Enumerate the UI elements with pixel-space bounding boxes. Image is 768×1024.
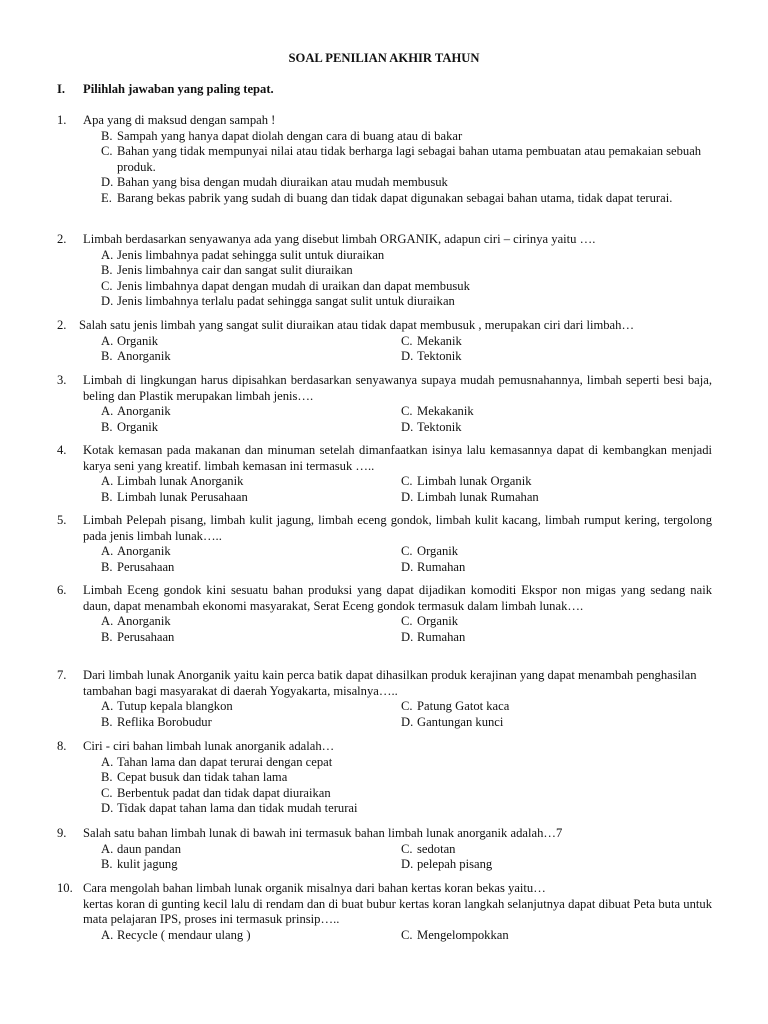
option: [101, 420, 401, 436]
option: [101, 474, 401, 490]
question-stem: Limbah di lingkungan harus dipisahkan berdasarkan senyawanya supaya mudah pemusnahannya, limbah seperti besi baja, beling dan Plastik merupakan limbah jenis….: [83, 373, 712, 403]
option-text: Bahan yang bisa dengan mudah diuraikan atau mudah membusuk: [117, 175, 448, 190]
option-letter: C.: [101, 278, 113, 293]
option-text: Tahan lama dan dapat terurai dengan cepat: [117, 754, 333, 769]
option-letter: C.: [401, 404, 413, 419]
option: [101, 614, 401, 630]
option-letter: A.: [101, 333, 114, 348]
option-text: Jenis limbahnya dapat dengan mudah di uraikan dan dapat membusuk: [117, 278, 470, 293]
option-letter: D.: [101, 801, 114, 816]
option-letter: D.: [401, 629, 414, 644]
option: [101, 334, 401, 350]
option-text: Gantungan kunci: [417, 714, 504, 729]
option-letter: C.: [401, 474, 413, 489]
page-title: SOAL PENILIAN AKHIR TAHUN: [288, 51, 480, 65]
question-stem: Dari limbah lunak Anorganik yaitu kain perca batik dapat dihasilkan produk kerajinan yang dapat menambah penghasilan tambahan bagi masyarakat di daerah Yogyakarta, misalnya…..: [83, 668, 697, 698]
option: [401, 928, 681, 944]
question-3: [57, 373, 712, 435]
option-text: Jenis limbahnya cair dan sangat sulit diuraikan: [117, 263, 353, 278]
option: [401, 334, 681, 350]
question-number: 10.: [57, 881, 73, 895]
question-10: [57, 881, 712, 943]
question-stem: Cara mengolah bahan limbah lunak organik misalnya dari bahan kertas koran bekas yaitu…: [83, 881, 546, 895]
option-letter: B.: [101, 714, 113, 729]
option-letter: B.: [101, 349, 113, 364]
option-letter: B.: [101, 489, 113, 504]
option-text: Anorganik: [117, 614, 171, 629]
option-letter: C.: [101, 785, 113, 800]
option-letter: A.: [101, 614, 114, 629]
option: [101, 191, 712, 207]
option: [401, 404, 681, 420]
question-5: [57, 513, 712, 575]
option: [101, 490, 401, 506]
section-heading: [57, 82, 274, 98]
option-letter: A.: [101, 404, 114, 419]
option: [101, 263, 712, 279]
option-letter: E.: [101, 190, 112, 205]
question-number: 2.: [57, 232, 67, 246]
option-text: sedotan: [417, 841, 456, 856]
option-text: Berbentuk padat dan tidak dapat diuraikan: [117, 785, 331, 800]
option: [401, 857, 681, 873]
question-4: [57, 443, 712, 505]
option-text: pelepah pisang: [417, 857, 493, 872]
option-letter: D.: [101, 175, 114, 190]
option: [101, 404, 401, 420]
question-number: 8.: [57, 739, 67, 753]
option-letter: D.: [401, 489, 414, 504]
option-text: Reflika Borobudur: [117, 714, 212, 729]
question-stem: Limbah Eceng gondok kini sesuatu bahan produksi yang dapat dijadikan komoditi Ekspor non migas yang sedang naik daun, dapat menambah ekonomi masyarakat, Serat Eceng gondok termasuk dalam limbah lunak….: [83, 583, 712, 613]
option-text: Anorganik: [117, 544, 171, 559]
option-list: [101, 755, 712, 817]
option: [101, 248, 712, 264]
option-letter: B.: [101, 419, 113, 434]
option: [401, 349, 681, 365]
option-letter: A.: [101, 841, 114, 856]
option-text: Perusahaan: [117, 559, 175, 574]
option-letter: C.: [401, 699, 413, 714]
option-letter: D.: [401, 349, 414, 364]
question-number: 3.: [57, 373, 67, 387]
option: [101, 279, 712, 295]
option: [401, 699, 681, 715]
option-text: Cepat busuk dan tidak tahan lama: [117, 770, 288, 785]
option-grid: [101, 544, 712, 575]
option-text: Mengelompokkan: [417, 927, 509, 942]
option-text: Limbah lunak Organik: [417, 474, 532, 489]
option-text: daun pandan: [117, 841, 181, 856]
option-text: Organik: [117, 333, 159, 348]
option-letter: A.: [101, 927, 114, 942]
option-letter: D.: [401, 559, 414, 574]
option-text: Mekakanik: [417, 404, 474, 419]
option: [401, 474, 681, 490]
option-text: Limbah lunak Perusahaan: [117, 489, 248, 504]
option-letter: A.: [101, 544, 114, 559]
option-text: Rumahan: [417, 629, 466, 644]
option-letter: B.: [101, 263, 113, 278]
section-number: I.: [57, 82, 66, 96]
option: [101, 755, 712, 771]
question-number: 4.: [57, 443, 67, 457]
option-letter: A.: [101, 247, 114, 262]
question-number: 7.: [57, 668, 67, 682]
option: [101, 544, 401, 560]
option-text: Barang bekas pabrik yang sudah di buang dan tidak dapat digunakan sebagai bahan utama, tidak dapat terurai.: [117, 190, 673, 205]
option: [101, 715, 401, 731]
question-stem: Ciri - ciri bahan limbah lunak anorganik adalah…: [83, 739, 335, 753]
option-grid: [101, 928, 712, 944]
option: [101, 842, 401, 858]
question-number: 5.: [57, 513, 67, 527]
option-letter: C.: [401, 544, 413, 559]
option-letter: B.: [101, 629, 113, 644]
option-letter: D.: [401, 714, 414, 729]
option-text: kulit jagung: [117, 857, 178, 872]
option-letter: B.: [101, 857, 113, 872]
option: [401, 715, 681, 731]
option: [101, 144, 712, 175]
option-grid: [101, 842, 712, 873]
question-number: 9.: [57, 826, 67, 840]
question-stem: Salah satu jenis limbah yang sangat sulit diuraikan atau tidak dapat membusuk , merupakan ciri dari limbah…: [79, 318, 635, 332]
option: [401, 560, 681, 576]
option: [401, 420, 681, 436]
question-stem: Limbah berdasarkan senyawanya ada yang disebut limbah ORGANIK, adapun ciri – cirinya yaitu ….: [83, 232, 596, 246]
option-letter: D.: [101, 294, 114, 309]
option: [101, 928, 401, 944]
option: [101, 786, 712, 802]
option-text: Tidak dapat tahan lama dan tidak mudah terurai: [117, 801, 358, 816]
option-grid: [101, 614, 712, 645]
option-text: Organik: [417, 614, 459, 629]
option-letter: A.: [101, 754, 114, 769]
question-stem: Kotak kemasan pada makanan dan minuman setelah dimanfaatkan isinya lalu kemasannya dapat di kembangkan menjadi karya seni yang kreatif. limbah kemasan ini termasuk …..: [83, 443, 712, 473]
option: [101, 801, 712, 817]
option-text: Tutup kepala blangkon: [117, 699, 233, 714]
option-text: Organik: [117, 419, 159, 434]
option-text: Tektonik: [417, 349, 462, 364]
question-2: [57, 232, 712, 310]
option-text: Mekanik: [417, 333, 462, 348]
option-letter: D.: [401, 857, 414, 872]
option: [101, 175, 712, 191]
option-letter: A.: [101, 474, 114, 489]
option: [401, 842, 681, 858]
option-text: Jenis limbahnya terlalu padat sehingga sangat sulit untuk diuraikan: [117, 294, 455, 309]
option-letter: B.: [101, 770, 113, 785]
option-text: Jenis limbahnya padat sehingga sulit untuk diuraikan: [117, 247, 385, 262]
option-text: Anorganik: [117, 349, 171, 364]
option-text: Recycle ( mendaur ulang ): [117, 927, 251, 942]
option-text: Tektonik: [417, 419, 462, 434]
question-number: 2.: [57, 318, 67, 332]
option: [101, 699, 401, 715]
option-text: Bahan yang tidak mempunyai nilai atau tidak berharga lagi sebagai bahan utama pembuatan atau pemakaian sebuah produk.: [117, 144, 702, 174]
option: [401, 490, 681, 506]
option-grid: [101, 404, 712, 435]
option-letter: C.: [101, 144, 113, 159]
question-number: 6.: [57, 583, 67, 597]
option-text: Anorganik: [117, 404, 171, 419]
option: [101, 294, 712, 310]
option-list: [101, 129, 712, 207]
question-7: [57, 668, 712, 730]
question-stem: Salah satu bahan limbah lunak di bawah ini termasuk bahan limbah lunak anorganik adalah…7: [83, 826, 563, 840]
question-6: [57, 583, 712, 645]
option-letter: C.: [401, 927, 413, 942]
option-list: [101, 248, 712, 310]
question-number: 1.: [57, 113, 67, 127]
option-text: Organik: [417, 544, 459, 559]
option-text: Rumahan: [417, 559, 466, 574]
question-9: [57, 826, 712, 873]
option: [101, 560, 401, 576]
option-grid: [101, 699, 712, 730]
question-stem: Apa yang di maksud dengan sampah !: [83, 113, 276, 127]
option: [101, 770, 712, 786]
option: [401, 544, 681, 560]
option-grid: [101, 334, 717, 365]
option-letter: C.: [401, 333, 413, 348]
question-stem: Limbah Pelepah pisang, limbah kulit jagung, limbah eceng gondok, limbah kulit kacang, limbah rumput kering, tergolong pada jenis limbah lunak…..: [83, 513, 712, 543]
option: [101, 349, 401, 365]
option-text: Sampah yang hanya dapat diolah dengan cara di buang atau di bakar: [117, 128, 463, 143]
option-letter: A.: [101, 699, 114, 714]
option: [101, 630, 401, 646]
option-letter: C.: [401, 841, 413, 856]
option: [401, 614, 681, 630]
option: [101, 129, 712, 145]
option-text: Limbah lunak Rumahan: [417, 489, 539, 504]
option: [401, 630, 681, 646]
option-letter: D.: [401, 419, 414, 434]
question-8: [57, 739, 712, 817]
section-instruction: Pilihlah jawaban yang paling tepat.: [83, 82, 274, 96]
option-letter: B.: [101, 128, 113, 143]
option-letter: C.: [401, 614, 413, 629]
option-letter: B.: [101, 559, 113, 574]
question-stem-continued: kertas koran di gunting kecil lalu di rendam dan di buat bubur kertas koran langkah selanjutnya dapat dibuat Peta buta untuk mata pelajaran IPS, proses ini termasuk prinsip…..: [83, 896, 712, 927]
question-2b: [57, 318, 717, 365]
option-text: Perusahaan: [117, 629, 175, 644]
question-1: [57, 113, 712, 207]
option-text: Patung Gatot kaca: [417, 699, 510, 714]
option: [101, 857, 401, 873]
option-text: Limbah lunak Anorganik: [117, 474, 244, 489]
option-grid: [101, 474, 712, 505]
